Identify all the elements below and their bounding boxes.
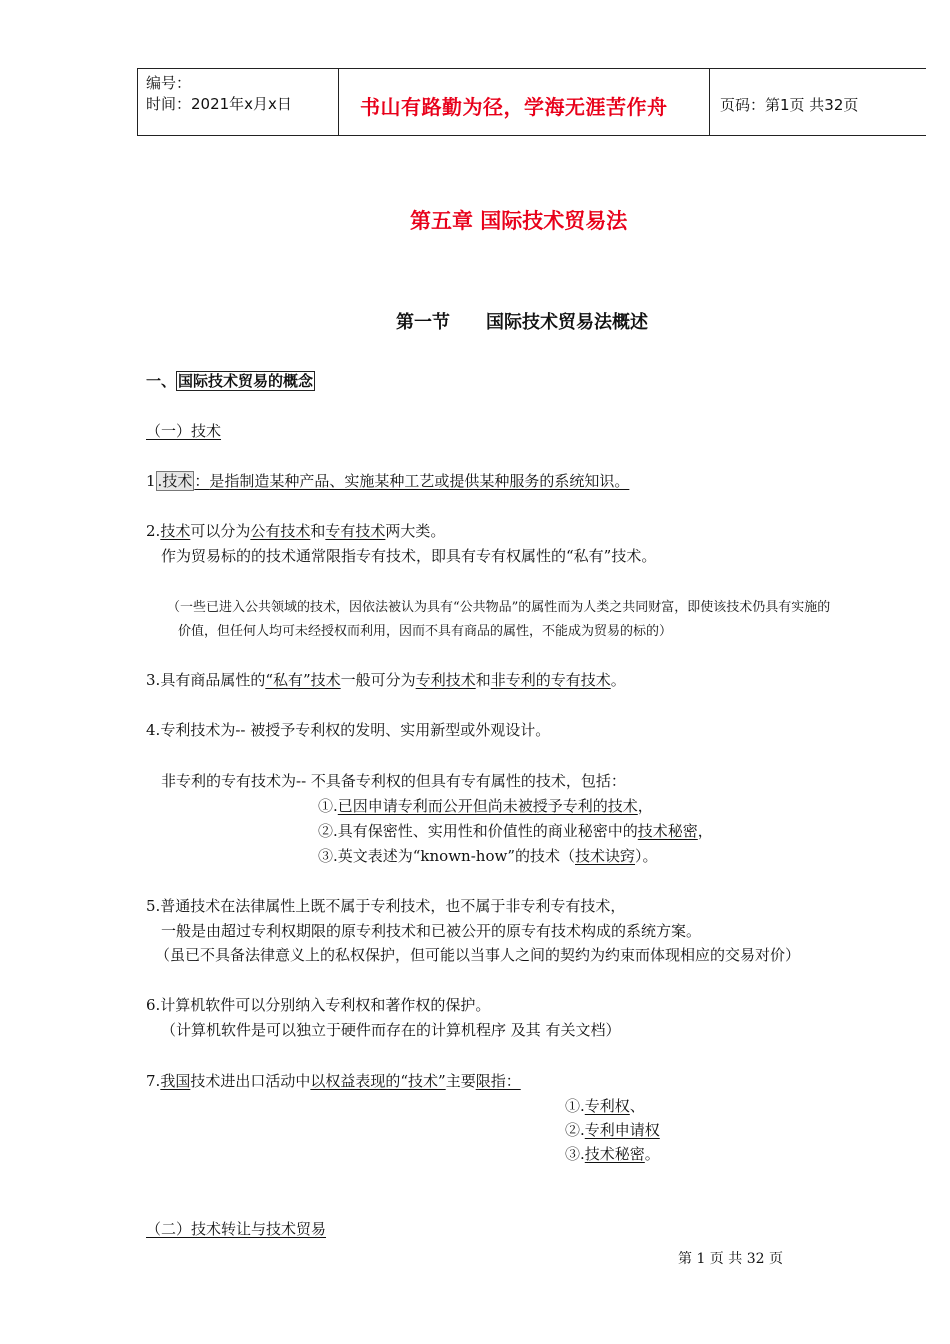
item-7 — [146, 1070, 521, 1091]
item-3-non-patent-tech: 非专利的专有技术 — [490, 671, 611, 689]
item-2-text: 可以分为 — [190, 522, 251, 540]
item-2-and: 和 — [310, 522, 326, 540]
item-3-number: 3. — [146, 671, 161, 689]
item-4-sub-2 — [318, 820, 713, 841]
chapter-title: 第五章 国际技术贸易法 — [410, 209, 628, 233]
header-divider-2 — [709, 68, 710, 136]
item-3-text-2: 一般可分为 — [340, 671, 416, 689]
item-5-line-2: 一般是由超过专利权期限的原专利技术和已被公开的原专有技术构成的系统方案。 — [161, 922, 702, 940]
item-3-patent-tech: 专利技术 — [415, 671, 476, 689]
item-3-text-1: 具有商品属性的 — [160, 671, 266, 689]
header-meta — [146, 73, 292, 115]
heading-1 — [146, 370, 315, 391]
item-7-sub-3-marker: ③. — [565, 1145, 585, 1163]
item-4-number: 4. — [146, 721, 161, 739]
item-7-sub-3-end: 。 — [644, 1145, 660, 1163]
item-6-line-1: 6.计算机软件可以分别纳入专利权和著作权的保护。 — [146, 996, 491, 1014]
item-3 — [146, 669, 626, 690]
item-4-sub-2-end: ， — [697, 822, 713, 840]
item-4-sub-1-text: 已因申请专利而公开但尚未被授予专利的技术 — [337, 797, 638, 815]
item-7-sub-2-marker: ②. — [565, 1121, 585, 1139]
item-4-line-2: 非专利的专有技术为-- 不具备专利权的但具有专有属性的技术，包括： — [161, 772, 626, 790]
header-number-label: 编号： — [146, 74, 192, 92]
item-7-our-country: 我国 — [160, 1072, 191, 1090]
item-4 — [146, 719, 550, 740]
item-1-number: 1 — [146, 472, 156, 490]
item-3-and: 和 — [475, 671, 491, 689]
header-top-border — [137, 68, 926, 69]
item-2-end: 两大类。 — [385, 522, 446, 540]
item-5-line-1: 5.普通技术在法律属性上既不属于专利技术，也不属于非专利专有技术， — [146, 897, 626, 915]
item-7-sub-1-marker: ①. — [565, 1097, 585, 1115]
page-footer: 第 1 页 共 32 页 — [678, 1251, 783, 1267]
item-2-note-line-1: （一些已进入公共领域的技术，因依法被认为具有“公共物品”的属性而为人类之共同财富，即使该技术仍具有实施的 — [167, 600, 831, 615]
item-7-sub-3-term: 技术秘密 — [584, 1145, 645, 1163]
item-7-sub-1-term: 专利权 — [584, 1097, 630, 1115]
item-4-sub-1-marker: ①. — [318, 797, 338, 815]
item-7-number: 7. — [146, 1072, 161, 1090]
item-2-term: 技术 — [160, 522, 191, 540]
item-3-end: 。 — [610, 671, 626, 689]
item-7-sub-2-term: 专利申请权 — [584, 1121, 660, 1139]
subheading-technology: （一）技术 — [146, 422, 222, 440]
item-2-note-line-2: 价值，但任何人均可未经授权而利用，因而不具有商品的属性，不能成为贸易的标的） — [178, 624, 673, 639]
header-page-info: 页码：第1页 共32页 — [720, 96, 859, 114]
item-5-line-3: （虽已不具备法律意义上的私权保护，但可能以当事人之间的契约为约束而体现相应的交易对价） — [155, 946, 801, 964]
section-name: 国际技术贸易法概述 — [486, 312, 648, 333]
item-4-sub-3-text: ③.英文表述为“known-how”的技术（ — [318, 847, 575, 865]
item-7-sub-1-end: 、 — [629, 1097, 645, 1115]
item-1-colon: ： — [194, 472, 210, 490]
item-1-term: .技术 — [157, 472, 193, 490]
header-bottom-border — [137, 135, 926, 136]
item-2-line-2: 作为贸易标的的技术通常限指专有技术，即具有专有权属性的“私有”技术。 — [161, 547, 657, 565]
item-2 — [146, 520, 445, 541]
item-1 — [146, 470, 629, 491]
item-1-definition: 是指制造某种产品、实施某种工艺或提供某种服务的系统知识。 — [209, 472, 630, 490]
section-title — [396, 308, 648, 334]
header-time-label: 时间：2021年x月x日 — [146, 95, 292, 113]
item-7-sub-3 — [565, 1143, 660, 1164]
item-2-proprietary-tech: 专有技术 — [325, 522, 386, 540]
item-4-sub-1-end: ， — [637, 797, 653, 815]
item-7-sub-1 — [565, 1095, 645, 1116]
item-7-text-1: 技术进出口活动中 — [190, 1072, 311, 1090]
item-2-number: 2. — [146, 522, 161, 540]
item-4-sub-1 — [318, 795, 653, 816]
heading-1-title: 国际技术贸易的概念 — [178, 372, 314, 390]
item-4-sub-3 — [318, 845, 658, 866]
item-4-sub-3-end: ）。 — [635, 847, 658, 865]
item-7-limited: 限指： — [475, 1072, 521, 1090]
header-left-border — [137, 68, 138, 136]
item-4-text: 专利技术为-- 被授予专利权的发明、实用新型或外观设计。 — [160, 721, 551, 739]
section-number: 第一节 — [396, 312, 450, 333]
header-motto: 书山有路勤为径，学海无涯苦作舟 — [360, 95, 668, 119]
item-3-private-tech: “私有”技术 — [265, 671, 341, 689]
header-divider-1 — [338, 68, 339, 136]
item-4-sub-3-term: 技术诀窍 — [575, 847, 636, 865]
heading-1-prefix: 一、 — [146, 372, 177, 390]
subheading-transfer-trade: （二）技术转让与技术贸易 — [146, 1220, 327, 1238]
item-4-sub-2-term: 技术秘密 — [637, 822, 698, 840]
item-2-public-tech: 公有技术 — [250, 522, 311, 540]
item-7-text-2: 主要 — [445, 1072, 476, 1090]
item-6-line-2: （计算机软件是可以独立于硬件而存在的计算机程序 及其 有关文档） — [161, 1021, 621, 1039]
item-7-rights-tech: 以权益表现的“技术” — [310, 1072, 446, 1090]
item-4-sub-2-text: ②.具有保密性、实用性和价值性的商业秘密中的 — [318, 822, 638, 840]
item-7-sub-2 — [565, 1119, 660, 1140]
